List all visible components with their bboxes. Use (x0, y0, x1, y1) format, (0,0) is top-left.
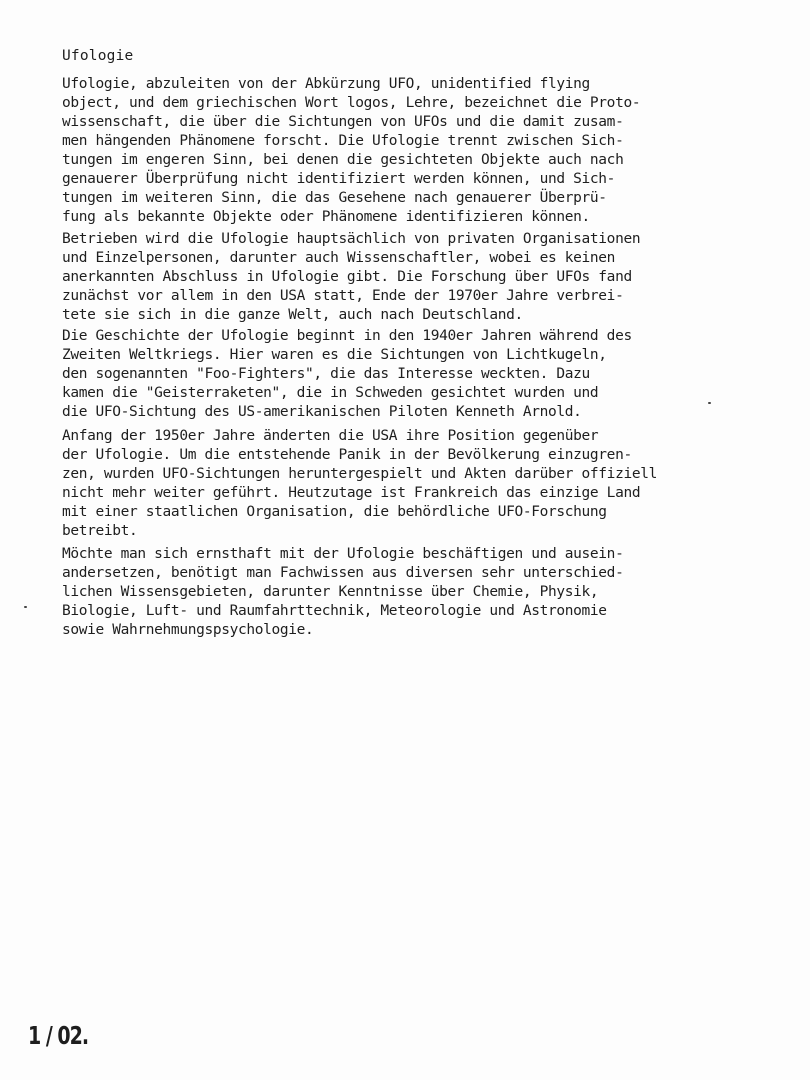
text-line: object, und dem griechischen Wort logos, Lehre, bezeichnet die Proto- (62, 95, 641, 111)
text-line: mit einer staatlichen Organisation, die behördliche UFO-Forschung (62, 504, 607, 520)
text-line: fung als bekannte Objekte oder Phänomene identifizieren können. (62, 209, 590, 225)
text-line: genauerer Überprüfung nicht identifiziert werden können, und Sich- (62, 171, 616, 187)
paragraph-definition (62, 75, 782, 227)
text-line: den sogenannten "Foo-Fighters", die das Interesse weckten. Dazu (62, 366, 590, 382)
paragraph-1950s (62, 427, 782, 541)
text-line: Betrieben wird die Ufologie hauptsächlich von privaten Organisationen (62, 231, 641, 247)
text-line: Zweiten Weltkriegs. Hier waren es die Sichtungen von Lichtkugeln, (62, 347, 607, 363)
text-line: tete sie sich in die ganze Welt, auch nach Deutschland. (62, 307, 523, 323)
text-line: Biologie, Luft- und Raumfahrttechnik, Meteorologie und Astronomie (62, 603, 607, 619)
text-line: tungen im weiteren Sinn, die das Gesehene nach genauerer Überprü- (62, 190, 607, 206)
document-title: Ufologie (62, 48, 134, 64)
ink-speck (708, 402, 711, 404)
paragraph-organisations (62, 230, 782, 325)
paragraph-history (62, 327, 782, 422)
text-line: men hängenden Phänomene forscht. Die Ufologie trennt zwischen Sich- (62, 133, 624, 149)
page-number-mark: 1 / 02. (28, 1022, 89, 1051)
text-line: Möchte man sich ernsthaft mit der Ufologie beschäftigen und ausein- (62, 546, 624, 562)
text-line: und Einzelpersonen, darunter auch Wissenschaftler, wobei es keinen (62, 250, 616, 266)
text-line: Ufologie, abzuleiten von der Abkürzung UFO, unidentified flying (62, 76, 590, 92)
text-line: wissenschaft, die über die Sichtungen von UFOs und die damit zusam- (62, 114, 624, 130)
text-line: zen, wurden UFO-Sichtungen heruntergespielt und Akten darüber offiziell (62, 466, 657, 482)
text-line: Die Geschichte der Ufologie beginnt in den 1940er Jahren während des (62, 328, 632, 344)
ink-speck (24, 606, 27, 608)
text-line: andersetzen, benötigt man Fachwissen aus diversen sehr unterschied- (62, 565, 624, 581)
text-line: lichen Wissensgebieten, darunter Kenntnisse über Chemie, Physik, (62, 584, 599, 600)
paragraph-expertise (62, 545, 782, 640)
text-line: Anfang der 1950er Jahre änderten die USA ihre Position gegenüber (62, 428, 599, 444)
text-line: tungen im engeren Sinn, bei denen die gesichteten Objekte auch nach (62, 152, 624, 168)
text-line: betreibt. (62, 523, 138, 539)
text-line: zunächst vor allem in den USA statt, Ende der 1970er Jahre verbrei- (62, 288, 624, 304)
text-line: der Ufologie. Um die entstehende Panik in der Bevölkerung einzugren- (62, 447, 632, 463)
text-line: sowie Wahrnehmungspsychologie. (62, 622, 314, 638)
text-line: kamen die "Geisterraketen", die in Schweden gesichtet wurden und (62, 385, 599, 401)
text-line: die UFO-Sichtung des US-amerikanischen Piloten Kenneth Arnold. (62, 404, 582, 420)
text-line: anerkannten Abschluss in Ufologie gibt. Die Forschung über UFOs fand (62, 269, 632, 285)
text-line: nicht mehr weiter geführt. Heutzutage ist Frankreich das einzige Land (62, 485, 641, 501)
